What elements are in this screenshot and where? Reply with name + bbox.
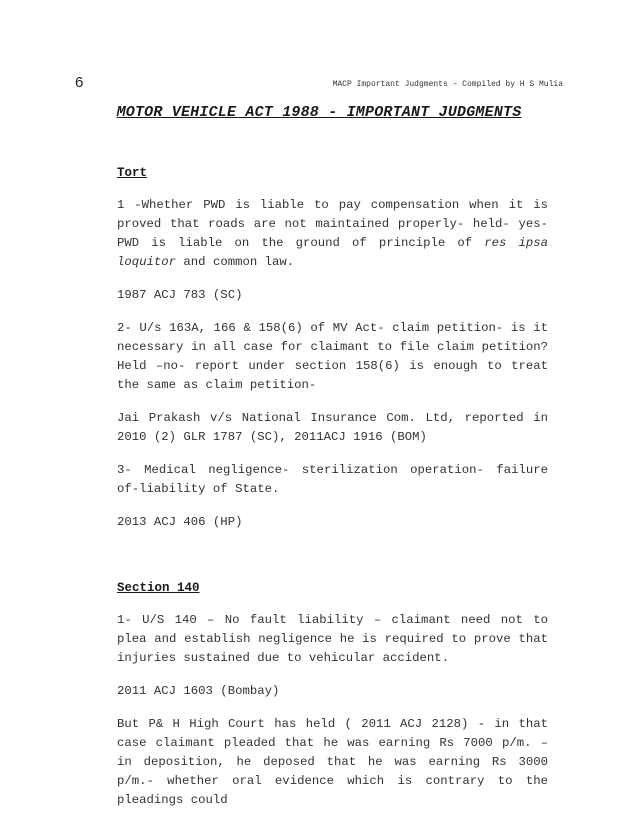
section-heading-tort: Tort [117,166,148,180]
citation-tort-3: 2013 ACJ 406 (HP) [117,515,243,529]
paragraph-text: 1 -Whether PWD is liable to pay compensation when it is proved that roads are not maintained properly- held- yes- PWD is liable on the ground of principle of [117,198,548,250]
citation-tort-2: Jai Prakash v/s National Insurance Com. Ltd, reported in 2010 (2) GLR 1787 (SC), 2011ACJ 1916 (BOM) [117,411,548,444]
paragraph-tort-3: 3- Medical negligence- sterilization operation- failure of-liability of State. [117,463,548,496]
page-content [117,164,548,824]
paragraph-140-2: But P& H High Court has held ( 2011 ACJ 2128) - in that case claimant pleaded that he was earning Rs 7000 p/m. – in deposition, he deposed that he was earning Rs 3000 p/m.- whether oral evidence which is contrary to the pleadings could [117,717,548,807]
page-number: 6 [75,74,84,91]
section-spacer [117,546,548,579]
section-heading-140: Section 140 [117,581,200,595]
citation-140-1: 2011 ACJ 1603 (Bombay) [117,684,280,698]
document-title: MOTOR VEHICLE ACT 1988 - IMPORTANT JUDGMENTS [116,104,522,121]
running-header: MACP Important Judgments – Compiled by H S Mulia [332,80,563,89]
latin-phrase: res ipsa loquitor [117,236,548,269]
paragraph-tort-1 [117,196,548,272]
paragraph-text: and common law. [176,255,295,269]
citation-tort-1: 1987 ACJ 783 (SC) [117,288,243,302]
paragraph-tort-2: 2- U/s 163A, 166 & 158(6) of MV Act- claim petition- is it necessary in all case for claimant to file claim petition? Held –no- report under section 158(6) is enough to treat the same as claim petition- [117,321,548,392]
paragraph-140-1: 1- U/S 140 – No fault liability – claimant need not to plea and establish negligence he is required to prove that injuries sustained due to vehicular accident. [117,613,548,665]
